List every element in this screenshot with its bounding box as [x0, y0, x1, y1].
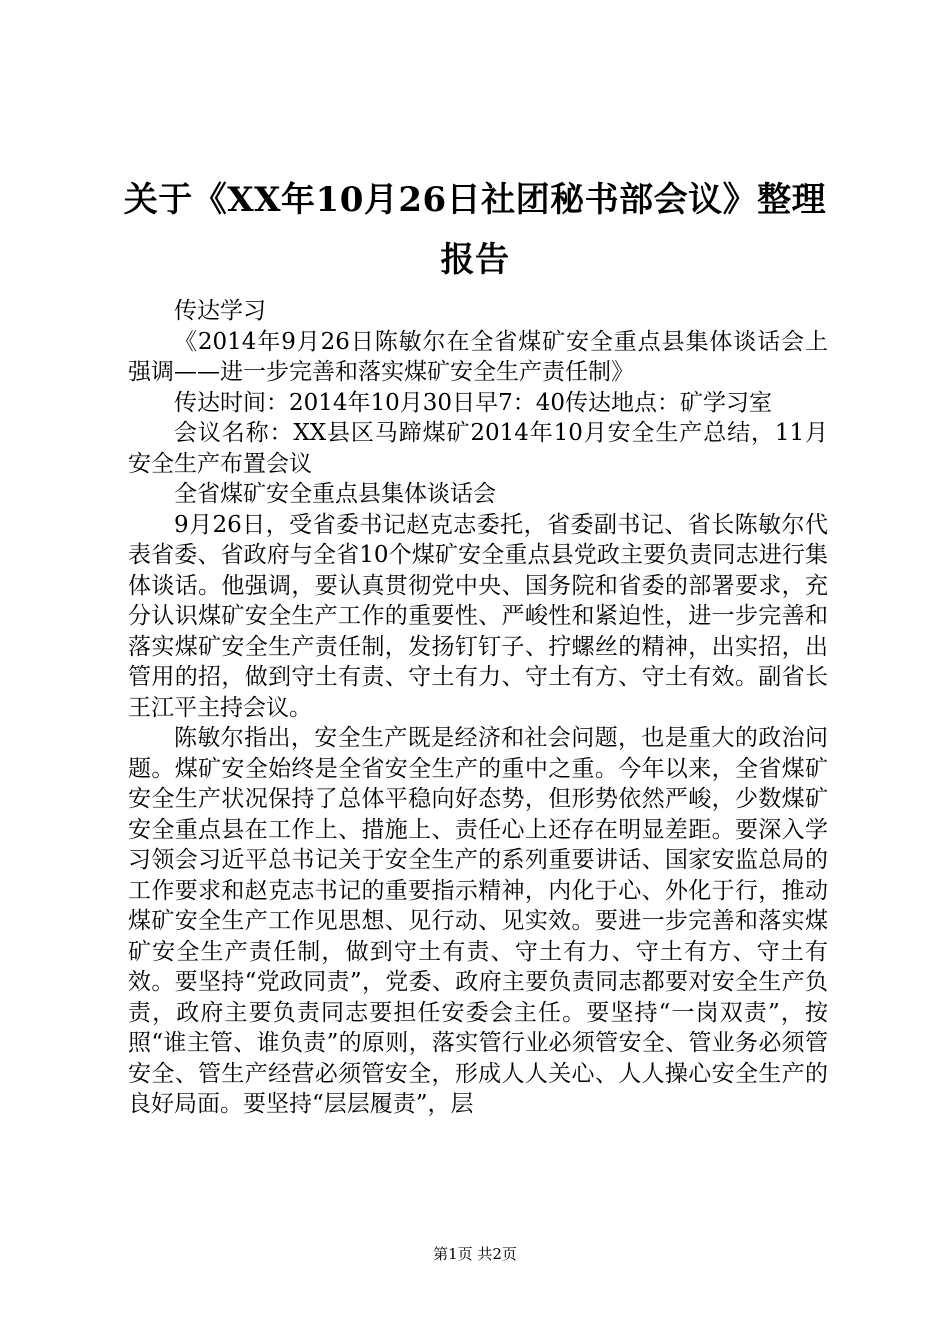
paragraph-body: 陈敏尔指出，安全生产既是经济和社会问题，也是重大的政治问题。煤矿安全始终是全省安全生产的重中之重。今年以来，全省煤矿安全生产状况保持了总体平稳向好态势，但形势依然严峻，少数煤矿安全重点县在工作上、措施上、责任心上还存在明显差距。要深入学习领会习近平总书记关于安全生产的系列重要讲话、国家安监总局的工作要求和赵克志书记的重要指示精神，内化于心、外化于行，推动煤矿安全生产工作见思想、见行动、见实效。要进一步完善和落实煤矿安全生产责任制，做到守土有责、守土有力、守土有方、守土有效。要坚持“党政同责”，党委、政府主要负责同志都要对安全生产负责，政府主要负责同志要担任安委会主任。要坚持“一岗双责”，按照“谁主管、谁负责”的原则，落实管行业必须管安全、管业务必须管安全、管生产经营必须管安全，形成人人关心、人人操心安全生产的良好局面。要坚持“层层履责”，层 — [128, 725, 828, 1117]
paragraph-section-heading: 传达学习 — [174, 298, 266, 324]
document-title: 关于《XX年10月26日社团秘书部会议》整理报告 — [123, 180, 827, 280]
paragraph-meeting-name: 会议名称：XX县区马蹄煤矿2014年10月安全生产总结，11月安全生产布置会议 — [128, 420, 828, 477]
paragraph-time-location: 传达时间：2014年10月30日早7：40传达地点：矿学习室 — [174, 389, 772, 416]
paragraph-article-title: 《2014年9月26日陈敏尔在全省煤矿安全重点县集体谈话会上强调——进一步完善和落实煤矿安全生产责任制》 — [128, 328, 828, 385]
page-number-footer: 第1页 共2页 — [433, 1245, 517, 1263]
paragraph-subheading: 全省煤矿安全重点县集体谈话会 — [174, 481, 496, 507]
document-body — [128, 296, 828, 1120]
paragraph-body: 9月26日，受省委书记赵克志委托，省委副书记、省长陈敏尔代表省委、省政府与全省10个煤矿安全重点县党政主要负责同志进行集体谈话。他强调，要认真贯彻党中央、国务院和省委的部署要求，充分认识煤矿安全生产工作的重要性、严峻性和紧迫性，进一步完善和落实煤矿安全生产责任制，发扬钉钉子、拧螺丝的精神，出实招，出管用的招，做到守土有责、守土有力、守土有方、守土有效。副省长王江平主持会议。 — [128, 511, 828, 721]
